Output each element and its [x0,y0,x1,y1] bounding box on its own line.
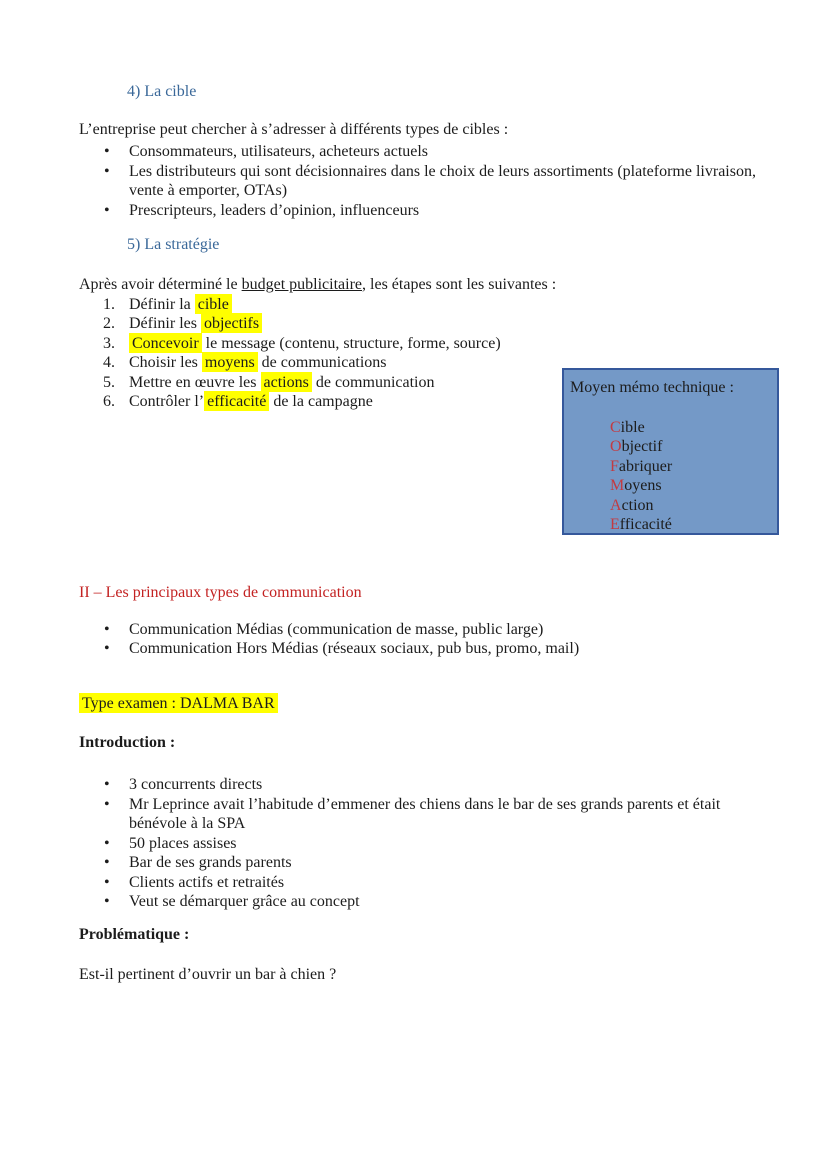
bullet-text: Clients actifs et retraités [129,873,285,891]
memo-initial-letter: F [610,457,619,475]
memo-initial-letter: E [610,516,620,533]
bullet-item [79,834,780,854]
step-text: Contrôler l’ [129,393,205,410]
bullet-item [79,639,780,659]
highlighted-word: efficacité [204,391,269,411]
memo-initial-letter: O [610,438,622,455]
heading-la-cible: 4) La cible [127,83,197,100]
step-number: 5. [103,373,115,391]
heading-la-strategie: 5) La stratégie [127,236,220,253]
step-text: Mettre en œuvre les [129,373,261,391]
bullet-icon: • [104,201,110,219]
bullet-text: Consommateurs, utilisateurs, acheteurs actuels [129,143,429,160]
step-number: 4. [103,354,115,371]
bullet-text: 3 concurrents directs [129,776,263,793]
paragraph-cibles-intro: L’entreprise peut chercher à s’adresser à différents types de cibles : [79,121,509,138]
bullet-text: Les distributeurs qui sont décisionnaires dans le choix de leurs assortiments (plateforme livraison, vente à emporter, OTAs) [129,162,756,199]
highlighted-word: objectifs [201,313,262,333]
highlighted-word: cible [195,294,232,314]
memo-technique-box [562,368,779,535]
step-text: Définir la [129,295,195,313]
memo-item [610,496,771,516]
step-item [79,295,780,315]
paragraph-budget [79,275,780,295]
bullet-item [79,620,780,640]
bullet-text: Mr Leprince avait l’habitude d’emmener des chiens dans le bar de ses grands parents et était bénévole à la SPA [129,795,721,832]
communication-bullet-list [79,620,780,659]
introduction-bullet-list [79,775,780,912]
step-text: Définir les [129,315,201,332]
memo-box-title: Moyen mémo technique : [570,379,734,396]
bullet-icon: • [104,854,110,871]
heading-introduction: Introduction : [79,734,176,751]
bullet-icon: • [104,893,110,910]
bullet-icon: • [104,873,110,891]
step-number: 6. [103,393,115,410]
step-text: de communications [257,354,387,371]
bullet-text: Veut se démarquer grâce au concept [129,893,360,910]
exam-highlight: Type examen : DALMA BAR [79,693,278,713]
bullet-item [79,795,780,834]
bullet-text: Communication Médias (communication de masse, public large) [129,620,544,638]
step-number: 3. [103,334,115,352]
heading-types-communication: II – Les principaux types de communication [79,583,362,601]
memo-initial-letter: C [610,418,621,436]
cibles-bullet-list [79,142,780,220]
memo-item [610,515,771,535]
bullet-icon: • [104,143,110,160]
memo-rest: ction [621,496,654,514]
memo-rest: bjectif [621,438,663,455]
underlined-budget-publicitaire: budget publicitaire [241,276,363,293]
bullet-icon: • [104,795,110,813]
highlighted-word: Concevoir [129,333,202,353]
bullet-icon: • [104,776,110,793]
bullet-icon: • [104,620,110,638]
memo-rest: abriquer [618,457,673,475]
step-text: de la campagne [269,393,373,410]
memo-rest: fficacité [619,516,672,533]
step-text: Choisir les [129,354,202,371]
step-item [79,314,780,334]
bullet-item [79,162,780,201]
paragraph-question: Est-il pertinent d’ouvrir un bar à chien ? [79,966,337,983]
memo-rest: ible [620,418,645,436]
bullet-item [79,873,780,893]
step-number: 1. [103,295,115,313]
bullet-item [79,892,780,912]
bullet-text: Prescripteurs, leaders d’opinion, influenceurs [129,201,420,219]
memo-item [610,437,771,457]
memo-item [610,476,771,496]
bullet-item [79,775,780,795]
memo-acronym-list [610,418,771,535]
memo-item [610,418,771,438]
bullet-text: Bar de ses grands parents [129,854,292,871]
memo-initial-letter: M [610,477,625,494]
memo-rest: oyens [624,477,662,494]
budget-suffix: , les étapes sont les suivantes : [362,276,557,293]
step-text: de communication [311,373,435,391]
bullet-icon: • [104,834,110,852]
exam-type-line [79,694,780,714]
bullet-item [79,853,780,873]
memo-initial-letter: A [610,496,622,514]
highlighted-word: actions [261,372,312,392]
bullet-text: 50 places assises [129,834,237,852]
bullet-icon: • [104,640,110,657]
heading-problematique: Problématique : [79,926,190,943]
step-text: le message (contenu, structure, forme, source) [201,334,501,352]
memo-item [610,457,771,477]
bullet-text: Communication Hors Médias (réseaux sociaux, pub bus, promo, mail) [129,640,580,657]
highlighted-word: moyens [202,352,258,372]
budget-prefix: Après avoir déterminé le [79,276,242,293]
step-number: 2. [103,315,115,332]
bullet-item [79,142,780,162]
bullet-icon: • [104,162,110,180]
bullet-item [79,201,780,221]
step-item [79,334,780,354]
